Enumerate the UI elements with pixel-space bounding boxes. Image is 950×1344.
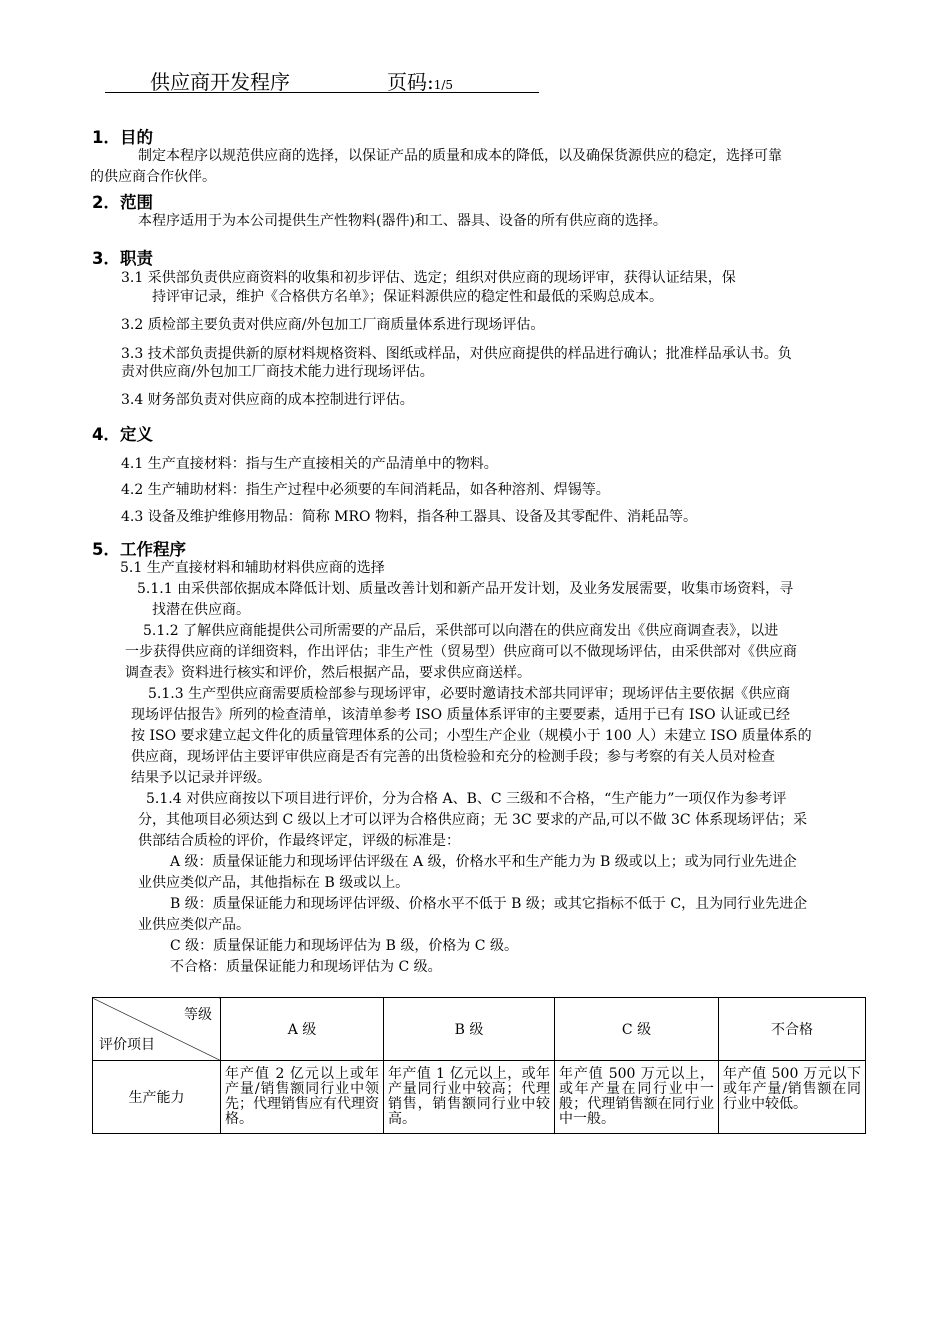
paragraph-line: 的供应商合作伙伴。	[90, 169, 216, 185]
page-value: 1/5	[433, 78, 454, 92]
paragraph-line: 持评审记录，维护《合格供方名单》；保证料源供应的稳定性和最低的采购总成本。	[152, 289, 663, 305]
paragraph-line: 3.2 质检部主要负责对供应商/外包加工厂商质量体系进行现场评估。	[121, 317, 545, 333]
paragraph-line: 3.1 采供部负责供应商资料的收集和初步评估、选定；组织对供应商的现场评审，获得认证结果，保	[121, 270, 736, 286]
paragraph-line: 现场评估报告》所列的检查清单，该清单参考 ISO 质量体系评审的主要要素，适用于已有 ISO 认证或已经	[131, 707, 790, 723]
paragraph-line: 供应商，现场评估主要评审供应商是否有完善的出货检验和充分的检测手段；参与考察的有关人员对检查	[131, 749, 775, 765]
document-header	[105, 66, 539, 93]
paragraph-line: 5.1.4 对供应商按以下项目进行评价，分为合格 A、B、C 三级和不合格，“生产能力”一项仅作为参考评	[146, 791, 787, 807]
table-cell: 年产值 2 亿元以上或年产量/销售额同行业中领先；代理销售应有代理资格。	[221, 1061, 384, 1134]
paragraph-line: 本程序适用于为本公司提供生产性物料(器件)和工、器具、设备的所有供应商的选择。	[138, 213, 667, 229]
paragraph-line: 4.2 生产辅助材料：指生产过程中必须要的车间消耗品，如各种溶剂、焊锡等。	[121, 482, 610, 498]
page-indicator	[387, 66, 453, 95]
paragraph-line: 3.3 技术部负责提供新的原材料规格资料、图纸或样品，对供应商提供的样品进行确认；批准样品承认书。负	[121, 346, 792, 362]
corner-bottom-label: 评价项目	[99, 1037, 155, 1053]
paragraph-line: 制定本程序以规范供应商的选择，以保证产品的质量和成本的降低，以及确保货源供应的稳定，选择可靠	[138, 148, 782, 164]
table-corner-cell	[93, 998, 221, 1061]
paragraph-line: 5.1.2 了解供应商能提供公司所需要的产品后，采供部可以向潜在的供应商发出《供应商调查表》，以进	[143, 623, 779, 639]
paragraph-line: 供部结合质检的评价，作最终评定，评级的标准是：	[138, 833, 460, 849]
table-cell: 年产值 1 亿元以上，或年产量同行业中较高；代理销售，销售额同行业中较高。	[384, 1061, 555, 1134]
paragraph-line: 5.1.1 由采供部依据成本降低计划、质量改善计划和新产品开发计划，及业务发展需要，收集市场资料，寻	[137, 581, 794, 597]
paragraph-line: 5.1.3 生产型供应商需要质检部参与现场评审，必要时邀请技术部共同评审；现场评估主要依据《供应商	[148, 686, 791, 702]
grade-b-line: B 级：质量保证能力和现场评估评级、价格水平不低于 B 级；或其它指标不低于 C，且为同行业先进企	[170, 896, 808, 912]
subsection-title: 5.1 生产直接材料和辅助材料供应商的选择	[120, 560, 385, 576]
paragraph-line: 调查表》资料进行核实和评价，然后根据产品，要求供应商送样。	[125, 665, 531, 681]
section-heading-scope: 2．范围	[92, 193, 153, 212]
paragraph-line: 4.3 设备及维护维修用物品：简称 MRO 物料，指各种工器具、设备及其零配件、消耗品等。	[121, 509, 697, 525]
grade-a-line: 业供应类似产品，其他指标在 B 级或以上。	[138, 875, 410, 891]
paragraph-line: 一步获得供应商的详细资料，作出评估；非生产性（贸易型）供应商可以不做现场评估，由采供部对《供应商	[125, 644, 797, 660]
column-header-c: C 级	[555, 998, 719, 1061]
column-header-b: B 级	[384, 998, 555, 1061]
section-heading-purpose: 1．目的	[92, 128, 153, 147]
paragraph-line: 按 ISO 要求建立起文件化的质量管理体系的公司；小型生产企业（规模小于 100 人）未建立 ISO 质量体系的	[131, 728, 812, 744]
paragraph-line: 分，其他项目必须达到 C 级以上才可以评为合格供应商；无 3C 要求的产品,可以不做 3C 体系现场评估；采	[138, 812, 808, 828]
corner-top-label: 等级	[184, 1007, 212, 1023]
document-title: 供应商开发程序	[150, 70, 290, 94]
paragraph-line: 3.4 财务部负责对供应商的成本控制进行评估。	[121, 392, 414, 408]
grade-a-line: A 级：质量保证能力和现场评估评级在 A 级，价格水平和生产能力为 B 级或以上；或为同行业先进企	[170, 854, 797, 870]
page-label: 页码:	[387, 70, 434, 94]
table-row	[93, 1061, 866, 1134]
section-heading-definitions: 4．定义	[92, 425, 153, 444]
paragraph-line: 结果予以记录并评级。	[131, 770, 271, 786]
table-header-row	[93, 998, 866, 1061]
paragraph-line: 责对供应商/外包加工厂商技术能力进行现场评估。	[121, 364, 434, 380]
paragraph-line: 找潜在供应商。	[152, 602, 250, 618]
grade-c-line: C 级：质量保证能力和现场评估为 B 级，价格为 C 级。	[170, 938, 518, 954]
paragraph-line: 4.1 生产直接材料：指与生产直接相关的产品清单中的物料。	[121, 456, 498, 472]
column-header-fail: 不合格	[719, 998, 866, 1061]
grade-criteria-table	[92, 997, 866, 1134]
table-cell: 年产值 500 万元以下或年产量/销售额在同行业中较低。	[719, 1061, 866, 1134]
table-cell: 年产值 500 万元以上，或年产量在同行业中一般；代理销售额在同行业中一般。	[555, 1061, 719, 1134]
grade-b-line: 业供应类似产品。	[138, 917, 250, 933]
section-heading-procedure: 5．工作程序	[92, 540, 186, 559]
grade-fail-line: 不合格：质量保证能力和现场评估为 C 级。	[170, 959, 442, 975]
column-header-a: A 级	[221, 998, 384, 1061]
section-heading-responsibility: 3．职责	[92, 249, 153, 268]
row-label: 生产能力	[93, 1061, 221, 1134]
